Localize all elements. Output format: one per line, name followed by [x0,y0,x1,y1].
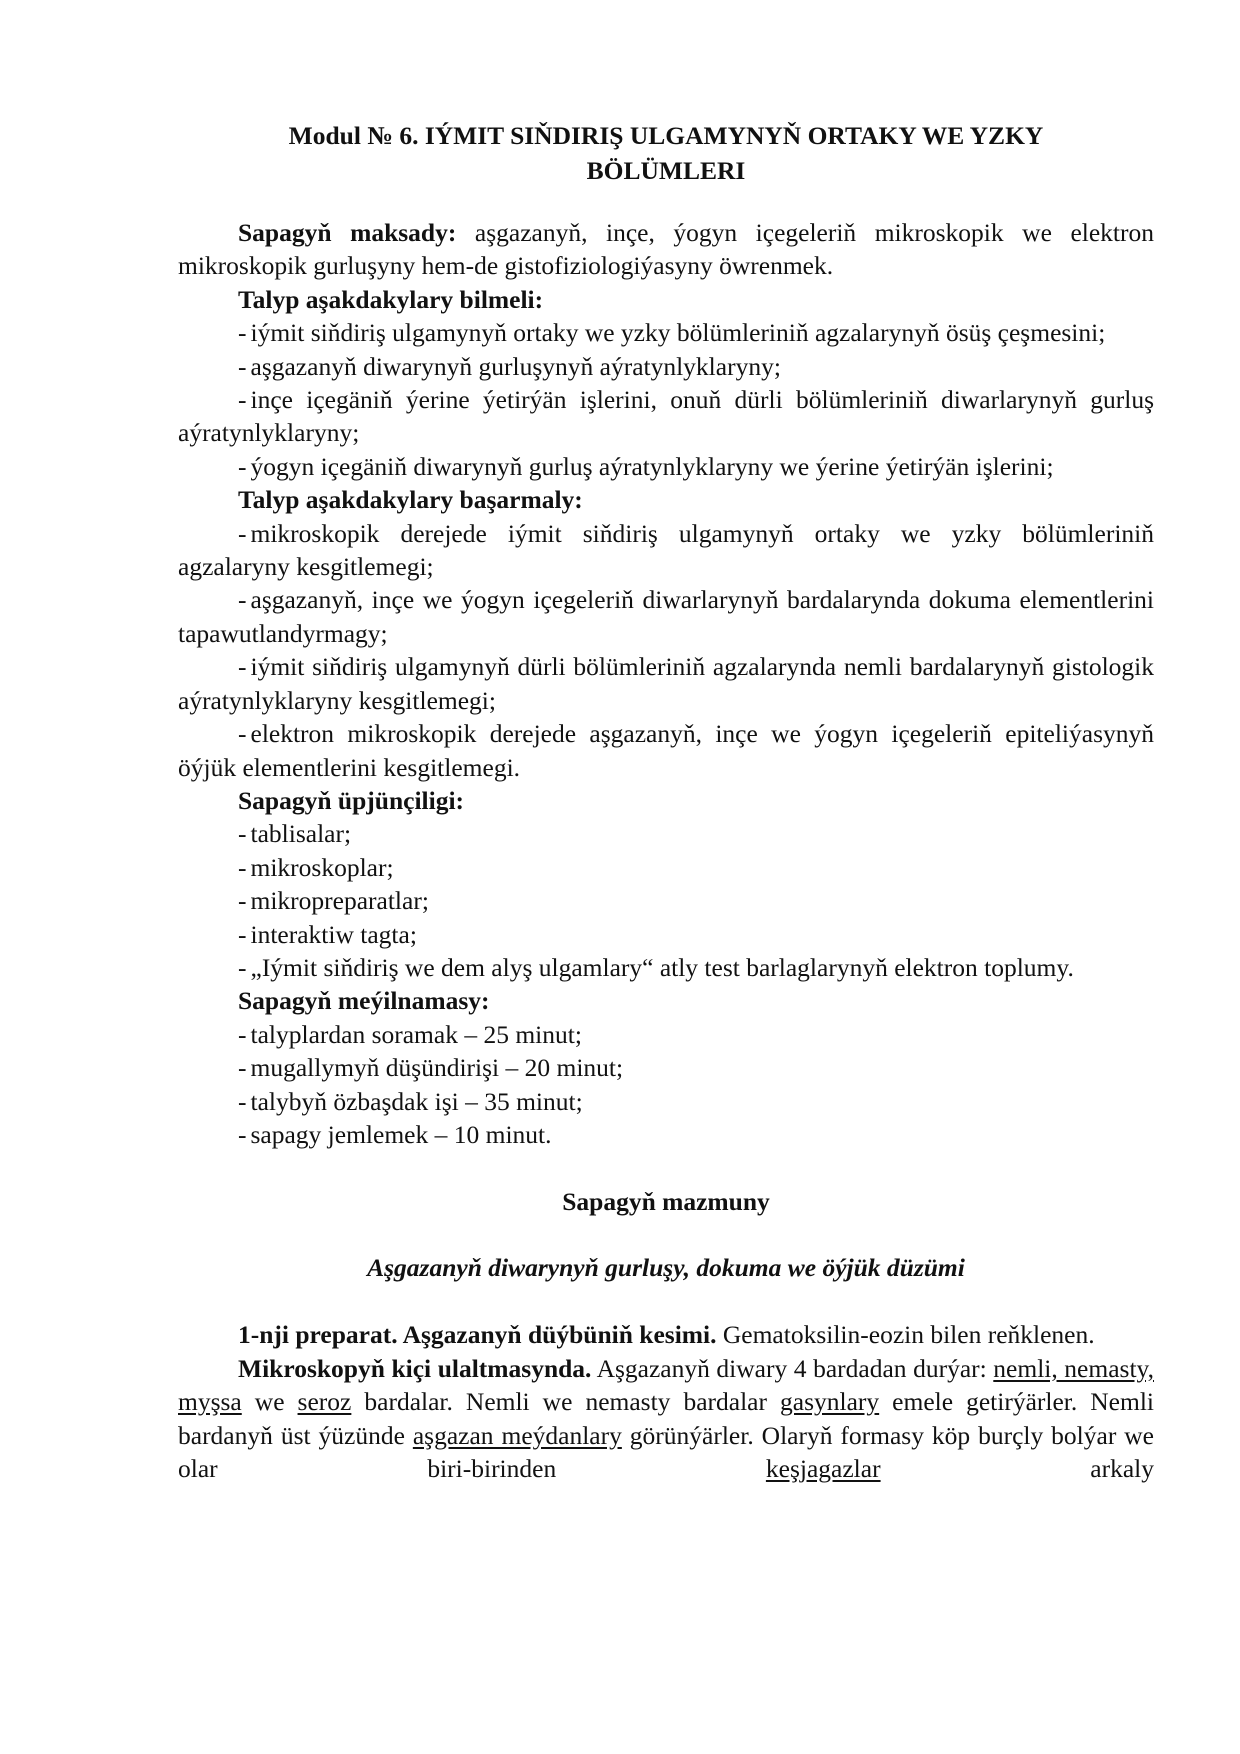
plan-item-text: talybyň özbaşdak işi – 35 minut; [250,1086,583,1116]
module-title [178,118,1154,188]
must-do-item-text: mikroskopik derejede iýmit siňdiriş ulgamynyň ortaky we yzky bölümleriniň agzalaryny kesgitlemegi; [178,518,1154,582]
equipment-item-text: interaktiw tagta; [250,919,417,949]
serous-term: seroz [297,1387,352,1417]
list-dash: - [238,451,247,481]
grooves-term: keşjagazlar [765,1454,881,1483]
preparat-paragraph [178,1318,1154,1351]
preparat-text: Gematoksilin-eozin bilen reňklenen. [716,1320,1095,1350]
list-dash: - [238,1019,247,1049]
plan-item [178,1051,1154,1084]
low-mag-text-3: bardalar. Nemli we nemasty bardalar [351,1387,781,1417]
module-title-line-2: BÖLÜMLERI [586,156,746,185]
equipment-item [178,851,1154,884]
plan-label: Sapagyň meýilnamasy: [238,986,490,1016]
list-dash: - [238,919,247,949]
equipment-item [178,918,1154,951]
must-know-item-text: ýogyn içegäniň diwarynyň gurluş aýratynlyklaryny we ýerine ýetirýän işlerini; [250,451,1054,481]
folds-term: gasynlary [780,1387,880,1417]
list-dash: - [238,351,247,381]
aim-paragraph [178,216,1154,283]
must-do-item [178,650,1154,717]
list-dash: - [238,852,247,882]
equipment-item-text: „Iýmit siňdiriş we dem alyş ulgamlary“ atly test barlaglarynyň elektron toplumy. [250,952,1074,982]
plan-item-text: talyplardan soramak – 25 minut; [250,1019,582,1049]
must-do-item [178,583,1154,650]
must-do-item-text: aşgazanyň, inçe we ýogyn içegeleriň diwarlarynyň bardalarynda dokuma elementlerini tapawutlandyrmagy; [178,585,1154,648]
content-heading: Sapagyň mazmuny [562,1187,770,1217]
must-know-item [178,383,1154,450]
list-dash: - [238,318,247,348]
must-know-item [178,316,1154,349]
list-dash: - [238,652,247,682]
layers-term: nemli, nemasty, myşsa [178,1353,1154,1417]
list-dash: - [238,819,247,849]
must-know-item [178,450,1154,483]
aim-text: aşgazanyň, inçe, ýogyn içegeleriň mikroskopik we elektron mikroskopik gurluşyny hem-de gistofiziologiýasyny öwrenmek. [178,218,1154,281]
plan-item-text: mugallymyň düşündirişi – 20 minut; [250,1053,624,1083]
low-mag-text-5: görünýärler. Olaryň formasy köp burçly bolýar we olar biri-birinden [178,1420,1154,1483]
low-mag-text-1: Aşgazanyň diwary 4 bardadan durýar: [591,1353,994,1383]
must-know-item-text: aşgazanyň diwarynyň gurluşynyň aýratynlyklaryny; [250,351,781,381]
module-title-line-1: Modul № 6. IÝMIT SIŇDIRIŞ ULGAMYNYŇ ORTAKY WE YZKY [288,121,1044,150]
section-heading: Aşgazanyň diwarynyň gurluşy, dokuma we öýjük düzümi [367,1253,965,1283]
list-dash: - [238,585,247,615]
equipment-item [178,951,1154,984]
plan-item [178,1018,1154,1051]
list-dash: - [238,518,247,548]
plan-item-text: sapagy jemlemek – 10 minut. [250,1119,552,1149]
low-mag-text-4: emele getirýärler. Nemli bardanyň üst ýüzünde [178,1387,1155,1450]
low-mag-text-2: we [241,1387,298,1417]
list-dash: - [238,385,247,415]
document-page [178,118,1154,1485]
must-know-item-text: inçe içegäniň ýerine ýetirýän işlerini, onuň dürli bölümleriniň diwarlarynyň gurluş aýratynlyklaryny; [178,385,1154,448]
equipment-item-text: tablisalar; [250,819,352,849]
must-do-item-text: elektron mikroskopik derejede aşgazanyň, inçe we ýogyn içegeleriň epiteliýasynyň öýjük elementlerini kesgitlemegi. [178,719,1154,782]
must-do-item [178,517,1154,584]
list-dash: - [238,719,247,749]
plan-item [178,1118,1154,1151]
plan-item [178,1085,1154,1118]
equipment-label: Sapagyň üpjünçiligi: [238,785,465,815]
must-do-label: Talyp aşakdakylary başarmaly: [238,485,583,515]
gastric-fields-term: aşgazan meýdanlary [412,1420,622,1450]
list-dash: - [238,1119,247,1149]
must-know-item [178,350,1154,383]
low-mag-paragraph [178,1352,1154,1486]
low-mag-label: Mikroskopyň kiçi ulaltmasynda. [238,1353,592,1383]
list-dash: - [238,886,247,916]
equipment-item [178,884,1154,917]
equipment-item [178,817,1154,850]
list-dash: - [238,952,247,982]
list-dash: - [238,1086,247,1116]
aim-label: Sapagyň maksady: [238,218,457,247]
must-know-item-text: iýmit siňdiriş ulgamynyň ortaky we yzky bölümleriniň agzalarynyň ösüş çeşmesini; [250,318,1106,348]
list-dash: - [238,1053,247,1083]
must-know-label: Talyp aşakdakylary bilmeli: [238,284,544,314]
must-do-item-text: iýmit siňdiriş ulgamynyň dürli bölümleriniň agzalarynda nemli bardalarynyň gistologik aýratynlyklaryny kesgitlemegi; [178,652,1154,715]
equipment-item-text: mikroskoplar; [250,852,394,882]
must-do-item [178,717,1154,784]
low-mag-text-6: arkaly [880,1454,1154,1483]
equipment-item-text: mikropreparatlar; [250,886,429,916]
preparat-label: 1-nji preparat. Aşgazanyň düýbüniň kesimi. [238,1320,717,1350]
